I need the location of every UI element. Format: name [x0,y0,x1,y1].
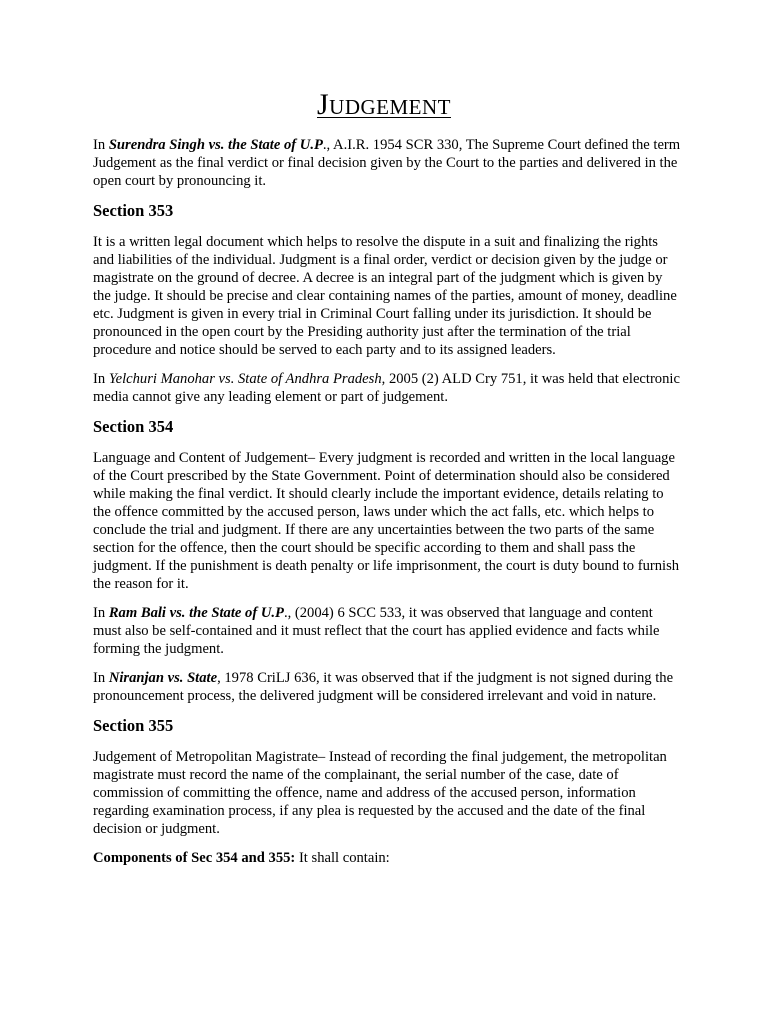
niranjan-prefix: In [93,670,109,686]
section-353-heading: Section 353 [93,201,174,220]
case-citation-yelchuri-manohar: Yelchuri Manohar vs. State of Andhra Pradesh [108,371,382,387]
intro-text: ., A.I.R. 1954 SCR 330, The Supreme Court defined the term Judgement as the final verdict or final decision given by the Court to the parties and delivered in the open court by pronouncing it. [93,137,681,189]
document-body [93,136,681,878]
case-citation-ram-bali: Ram Bali vs. the State of U.P [108,605,284,621]
section-354-heading: Section 354 [93,417,174,436]
section-353-case-text: , 2005 (2) ALD Cry 751, it was held that electronic media cannot give any leading element or part of judgement. [93,371,680,405]
section-355-paragraph: Judgement of Metropolitan Magistrate– Instead of recording the final judgement, the metropolitan magistrate must record the name of the complainant, the serial number of the case, date of commission of committing the offence, name and address of the accused person, information regarding examination process, if any plea is requested by the accused and the date of the final decision or judgment. [93,749,667,837]
case-citation-surendra-singh: Surendra Singh vs. the State of U.P [108,137,323,153]
section-355-heading: Section 355 [93,716,174,735]
section-354-paragraph: Language and Content of Judgement– Every judgment is recorded and written in the local language of the Court prescribed by the State Government. Point of determination should also be considered while making the final verdict. It should clearly include the important evidence, details relating to the offence committed by the accused person, laws under which the act falls, etc. which helps to conclude the trial and judgment. If there are any uncertainties between the two parts of the same section for the offence, then the court should be specific according to them and shall pass the judgment. If the punishment is death penalty or life imprisonment, the court is duty bound to furnish the reason for it. [93,450,680,592]
components-label: Components of Sec 354 and 355: [93,850,296,866]
section-353-paragraph: It is a written legal document which helps to resolve the dispute in a suit and finalizing the rights and liabilities of the individual. Judgment is a final order, verdict or decision given by the judge or magistrate on the ground of decree. A decree is an integral part of the judgment which is given by the judge. It should be precise and clear containing names of the parties, amount of money, deadline etc. Judgment is given in every trial in Criminal Court falling under its jurisdiction. It should be pronounced in the open court by the Presiding authority just after the termination of the trial procedure and notice should be served to each party and to its assigned leaders. [93,234,677,358]
ram-bali-prefix: In [93,605,109,621]
components-text: It shall contain: [295,850,390,866]
page-title: Judgement [317,88,451,121]
niranjan-text: , 1978 CriLJ 636, it was observed that if the judgment is not signed during the pronouncement process, the delivered judgment will be considered irrelevant and void in nature. [93,670,674,704]
intro-paragraph [93,136,681,190]
ram-bali-text: ., (2004) 6 SCC 533, it was observed that language and content must also be self-contained and it must reflect that the court has applied evidence and facts while forming the judgment. [93,605,660,657]
case-citation-niranjan: Niranjan vs. State [108,670,218,686]
section-353-case-paragraph [93,370,681,406]
section-354-niranjan-paragraph [93,669,681,705]
intro-prefix: In [93,137,109,153]
section-354-ram-bali-paragraph [93,604,681,658]
section-353-case-prefix: In [93,371,109,387]
components-paragraph [93,849,681,867]
